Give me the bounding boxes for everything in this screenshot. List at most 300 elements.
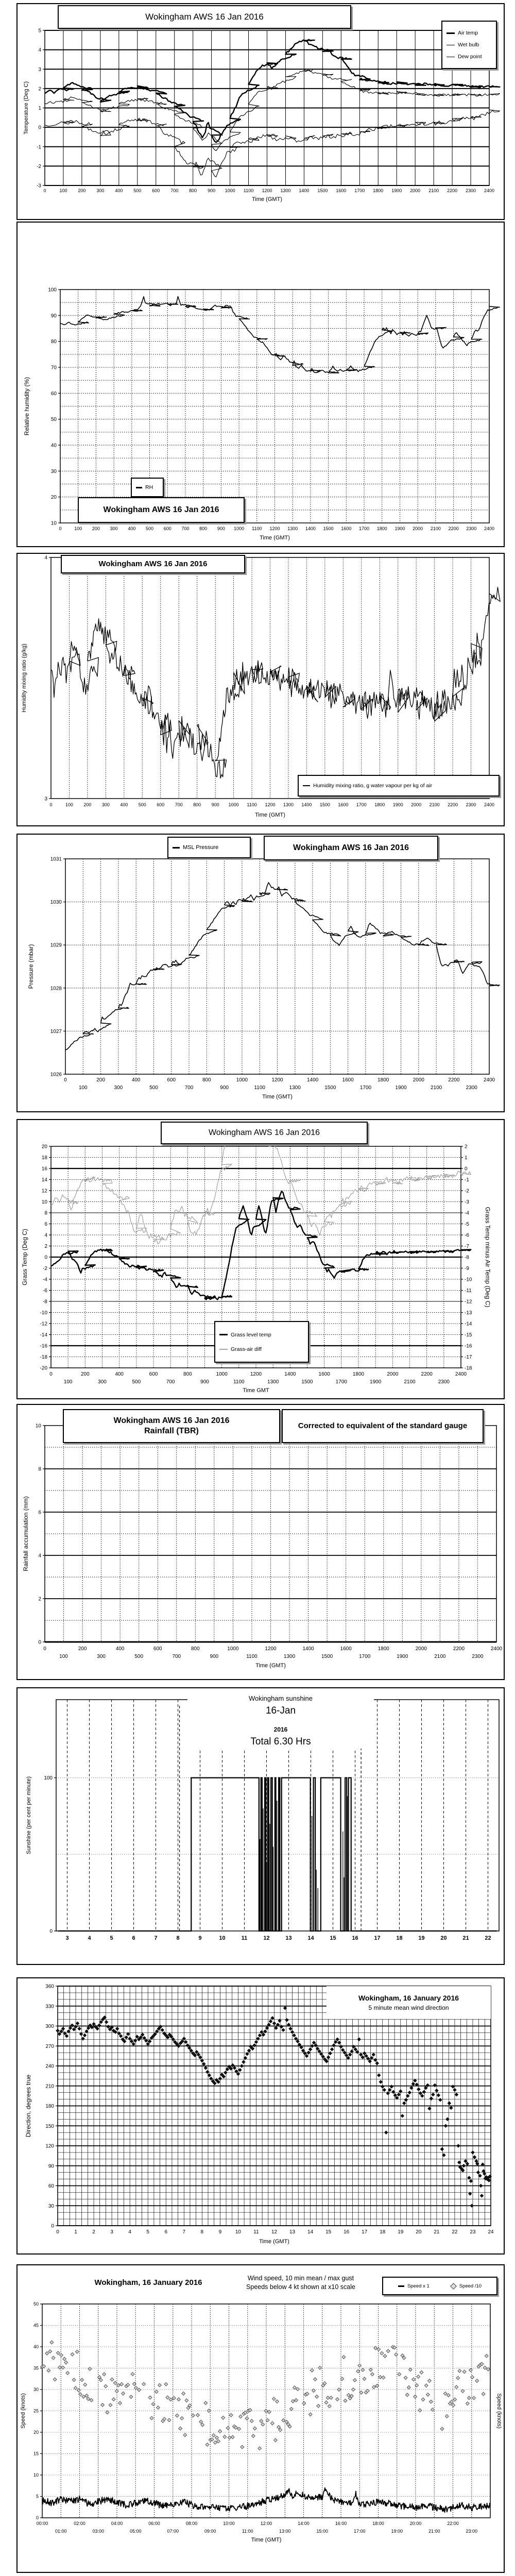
svg-text:20:00: 20:00: [409, 2521, 422, 2526]
legend-item-dew-point: Dew point: [447, 54, 492, 60]
svg-text:6: 6: [164, 2229, 168, 2235]
svg-text:150: 150: [45, 2123, 54, 2129]
svg-text:300: 300: [97, 1654, 106, 1659]
wind-speed-chart-panel: [16, 2264, 505, 2573]
svg-text:0: 0: [64, 1077, 67, 1083]
svg-text:1900: 1900: [391, 188, 402, 193]
svg-text:700: 700: [170, 188, 179, 193]
svg-text:2: 2: [465, 1144, 468, 1150]
legend-item-mixing-ratio: Humidity mixing ratio, g water vapour per kg of air: [303, 783, 494, 789]
wind-speed-note2: Speeds below 4 kt shown at x10 scale: [246, 2283, 355, 2291]
svg-text:200: 200: [92, 526, 100, 531]
svg-text:9: 9: [218, 2229, 222, 2235]
svg-text:1600: 1600: [340, 1646, 352, 1652]
svg-text:06:00: 06:00: [148, 2521, 160, 2526]
svg-text:2300: 2300: [472, 1654, 484, 1659]
svg-text:1500: 1500: [321, 1654, 333, 1659]
svg-text:900: 900: [217, 526, 225, 531]
svg-text:2000: 2000: [413, 526, 423, 531]
svg-text:24: 24: [488, 2229, 494, 2235]
svg-text:-2: -2: [43, 1266, 47, 1272]
svg-text:02:00: 02:00: [74, 2521, 85, 2526]
svg-text:300: 300: [110, 526, 118, 531]
svg-text:900: 900: [208, 188, 216, 193]
svg-text:4: 4: [38, 1553, 41, 1559]
svg-text:1100: 1100: [243, 188, 254, 193]
svg-text:Time (GMT): Time (GMT): [259, 2239, 289, 2245]
svg-text:1: 1: [465, 1155, 468, 1161]
svg-text:500: 500: [146, 526, 154, 531]
svg-text:-15: -15: [465, 1332, 472, 1338]
svg-text:14: 14: [307, 1935, 314, 1941]
wind-speed-title: Wokingham, 16 January 2016: [94, 2278, 202, 2287]
svg-text:-12: -12: [40, 1321, 47, 1327]
air-temp-line-swatch: [447, 32, 455, 34]
pressure-legend: [167, 837, 251, 858]
svg-text:0: 0: [38, 1639, 41, 1646]
svg-text:3: 3: [38, 66, 41, 73]
chart-title: Wokingham AWS 16 Jan 2016: [293, 843, 409, 852]
svg-text:22: 22: [485, 1935, 491, 1941]
svg-text:04:00: 04:00: [111, 2521, 123, 2526]
svg-text:30: 30: [33, 2387, 39, 2393]
svg-text:11: 11: [241, 1935, 248, 1941]
svg-text:2400: 2400: [484, 526, 495, 531]
svg-text:100: 100: [48, 287, 57, 293]
svg-text:0: 0: [49, 802, 53, 807]
svg-text:1600: 1600: [338, 802, 349, 807]
svg-text:0: 0: [465, 1166, 468, 1172]
svg-text:2200: 2200: [453, 1646, 465, 1652]
svg-text:2300: 2300: [466, 802, 476, 807]
svg-text:200: 200: [96, 1077, 105, 1083]
chart-title: Wokingham AWS 16 Jan 2016: [103, 505, 219, 514]
svg-text:15:00: 15:00: [316, 2529, 329, 2534]
svg-text:18: 18: [396, 1935, 403, 1941]
svg-text:-2: -2: [465, 1188, 469, 1194]
svg-text:2200: 2200: [421, 1371, 433, 1377]
svg-text:2000: 2000: [415, 1646, 427, 1652]
chart-title-line2: Rainfall (TBR): [144, 1427, 199, 1435]
svg-text:6: 6: [38, 1510, 41, 1516]
wind-speed-plot: [18, 2265, 504, 2572]
svg-text:Rainfall accumulation (mm): Rainfall accumulation (mm): [22, 1496, 29, 1571]
svg-text:400: 400: [115, 1646, 125, 1652]
svg-text:20: 20: [440, 1935, 447, 1941]
mixing-ratio-line-swatch: [303, 785, 310, 787]
svg-text:800: 800: [191, 1646, 200, 1652]
svg-text:15: 15: [325, 2229, 332, 2235]
svg-text:5: 5: [38, 28, 41, 34]
svg-text:8: 8: [44, 1210, 47, 1216]
svg-text:1700: 1700: [354, 188, 365, 193]
svg-text:4: 4: [44, 555, 47, 561]
svg-text:100: 100: [59, 188, 67, 193]
legend-item-speed-x1: Speed x 1: [398, 2283, 430, 2289]
svg-text:900: 900: [210, 1654, 219, 1659]
svg-text:500: 500: [133, 188, 142, 193]
svg-text:-5: -5: [465, 1222, 469, 1227]
mixing-ratio-legend: [298, 775, 500, 796]
svg-text:1000: 1000: [225, 188, 235, 193]
svg-text:Direction, degrees true: Direction, degrees true: [25, 2074, 32, 2138]
relative-humidity-chart-panel: [16, 222, 505, 547]
temperature-legend: [441, 21, 497, 69]
svg-text:1100: 1100: [254, 1085, 265, 1091]
svg-text:13:00: 13:00: [279, 2529, 291, 2534]
wind-direction-title-block: [327, 1986, 491, 2019]
svg-text:Relative humidity (%): Relative humidity (%): [23, 377, 30, 436]
svg-text:1900: 1900: [394, 526, 405, 531]
rh-chart-title-box: [78, 497, 245, 523]
svg-text:900: 900: [220, 1085, 229, 1091]
svg-text:1200: 1200: [271, 1077, 283, 1083]
svg-text:1700: 1700: [359, 526, 370, 531]
svg-text:07:00: 07:00: [167, 2529, 179, 2534]
svg-text:-3: -3: [37, 183, 41, 189]
svg-text:100: 100: [78, 1085, 88, 1091]
svg-text:500: 500: [138, 802, 146, 807]
pressure-chart-panel: [16, 834, 505, 1112]
svg-text:45: 45: [33, 2323, 39, 2328]
svg-text:18: 18: [41, 1155, 47, 1161]
svg-text:60: 60: [50, 391, 57, 397]
mixing-ratio-chart-panel: [16, 553, 505, 826]
svg-text:35: 35: [33, 2365, 39, 2371]
svg-text:900: 900: [200, 1379, 209, 1385]
svg-text:Time (GMT): Time (GMT): [260, 535, 290, 541]
svg-text:20: 20: [41, 1144, 47, 1150]
svg-text:2: 2: [38, 1596, 41, 1602]
svg-text:0: 0: [56, 2229, 59, 2235]
temperature-chart-title-box: [58, 5, 351, 29]
msl-pressure-line-swatch: [173, 847, 180, 849]
svg-text:200: 200: [78, 188, 86, 193]
svg-text:09:00: 09:00: [204, 2529, 216, 2534]
pressure-chart-title-box: [264, 836, 438, 860]
svg-text:Grass Temp (Deg C): Grass Temp (Deg C): [21, 1229, 28, 1285]
svg-text:1400: 1400: [301, 802, 312, 807]
svg-text:2: 2: [38, 86, 41, 92]
svg-text:21:00: 21:00: [428, 2529, 440, 2534]
wind-speed-title-block: [71, 2278, 226, 2287]
svg-text:10:00: 10:00: [223, 2521, 235, 2526]
mixing-ratio-chart-title-box: [61, 555, 245, 573]
svg-text:120: 120: [45, 2143, 54, 2149]
svg-text:12: 12: [41, 1188, 47, 1194]
svg-text:-12: -12: [465, 1299, 472, 1305]
legend-item-grass-air-diff: Grass-air diff: [219, 1346, 304, 1352]
svg-text:12: 12: [263, 1935, 270, 1941]
svg-text:50: 50: [33, 2301, 39, 2307]
svg-text:1400: 1400: [299, 188, 310, 193]
rh-line-swatch: [136, 487, 142, 488]
svg-text:0: 0: [43, 1646, 46, 1652]
svg-text:1000: 1000: [236, 1077, 248, 1083]
svg-text:-18: -18: [40, 1354, 47, 1360]
svg-text:Time GMT: Time GMT: [243, 1387, 269, 1394]
legend-item-rh: RH: [136, 484, 159, 490]
wind-speed-note-block: [234, 2275, 368, 2291]
svg-text:6: 6: [44, 1222, 47, 1227]
svg-text:1200: 1200: [262, 188, 272, 193]
svg-text:21: 21: [462, 1935, 469, 1941]
svg-text:-16: -16: [40, 1343, 47, 1349]
chart-title: Wokingham AWS 16 Jan 2016: [145, 12, 264, 22]
speed-div10-diamond-swatch: [450, 2283, 457, 2290]
svg-text:1300: 1300: [283, 802, 294, 807]
svg-text:8: 8: [38, 1466, 41, 1472]
wind-direction-title: Wokingham, 16 January 2016: [358, 1994, 459, 2002]
svg-text:30: 30: [50, 468, 57, 474]
svg-text:1800: 1800: [352, 1371, 365, 1377]
svg-text:400: 400: [115, 188, 123, 193]
svg-text:Time (GMT): Time (GMT): [262, 1094, 293, 1100]
svg-text:210: 210: [45, 2083, 54, 2090]
svg-text:1400: 1400: [306, 1077, 319, 1083]
grass-temp-legend: [214, 1321, 309, 1363]
svg-text:3: 3: [110, 2229, 113, 2235]
wind-direction-subtitle: 5 minute mean wind direction: [368, 2004, 449, 2011]
svg-text:12:00: 12:00: [260, 2521, 272, 2526]
svg-text:01:00: 01:00: [55, 2529, 67, 2534]
svg-text:2300: 2300: [466, 188, 476, 193]
svg-text:17: 17: [362, 2229, 368, 2235]
svg-text:17: 17: [374, 1935, 381, 1941]
svg-text:7: 7: [154, 1935, 158, 1941]
svg-text:-10: -10: [465, 1277, 472, 1283]
chart-title: Wokingham AWS 16 Jan 2016: [208, 1128, 320, 1137]
svg-text:-18: -18: [465, 1365, 472, 1371]
svg-text:08:00: 08:00: [185, 2521, 198, 2526]
svg-text:Time (GMT): Time (GMT): [255, 1663, 286, 1669]
svg-text:1500: 1500: [301, 1379, 313, 1385]
svg-text:300: 300: [101, 802, 110, 807]
svg-text:0: 0: [44, 1255, 47, 1261]
svg-text:2400: 2400: [484, 802, 495, 807]
svg-text:60: 60: [48, 2183, 54, 2189]
svg-text:1300: 1300: [287, 526, 298, 531]
svg-text:1700: 1700: [359, 1654, 371, 1659]
svg-text:300: 300: [114, 1085, 123, 1091]
svg-text:22: 22: [452, 2229, 458, 2235]
svg-text:17:00: 17:00: [353, 2529, 366, 2534]
svg-text:0: 0: [49, 1928, 53, 1935]
legend-item-msl-pressure: MSL Pressure: [173, 844, 246, 851]
svg-text:Speed (knots): Speed (knots): [496, 2393, 502, 2429]
svg-text:100: 100: [74, 526, 82, 531]
svg-text:1900: 1900: [395, 1085, 407, 1091]
svg-text:-10: -10: [40, 1310, 47, 1316]
svg-text:1600: 1600: [341, 526, 352, 531]
legend-item-wet-bulb: Wet bulb: [447, 42, 492, 48]
svg-text:10: 10: [235, 2229, 241, 2235]
svg-text:0: 0: [43, 188, 46, 193]
legend-item-speed-div10: Speed /10: [451, 2283, 482, 2289]
legend-item-grass-level-temp: Grass level temp: [219, 1332, 304, 1338]
svg-text:1: 1: [74, 2229, 77, 2235]
svg-text:1029: 1029: [50, 942, 62, 948]
svg-text:500: 500: [134, 1654, 144, 1659]
svg-text:1: 1: [38, 106, 41, 111]
svg-text:2100: 2100: [429, 802, 440, 807]
rh-legend: [131, 478, 164, 497]
grass-temp-line-swatch: [219, 1334, 228, 1335]
svg-text:-8: -8: [465, 1255, 469, 1261]
svg-text:2100: 2100: [428, 188, 439, 193]
grass-air-diff-line-swatch: [219, 1349, 228, 1350]
svg-text:4: 4: [38, 47, 41, 54]
svg-text:40: 40: [33, 2344, 39, 2350]
svg-text:3: 3: [44, 796, 47, 802]
svg-text:-17: -17: [465, 1354, 472, 1360]
svg-text:1500: 1500: [324, 1085, 336, 1091]
svg-text:2: 2: [44, 1244, 47, 1249]
svg-text:800: 800: [183, 1371, 192, 1377]
sunshine-date: 16-Jan: [265, 1705, 296, 1716]
svg-text:80: 80: [50, 339, 57, 345]
svg-text:5: 5: [36, 2494, 39, 2499]
svg-text:-2: -2: [37, 163, 41, 170]
svg-text:2400: 2400: [455, 1371, 467, 1377]
svg-text:1000: 1000: [216, 1371, 228, 1377]
svg-text:600: 600: [149, 1371, 158, 1377]
sunshine-year: 2016: [273, 1726, 288, 1733]
svg-text:100: 100: [63, 1379, 73, 1385]
svg-text:90: 90: [50, 313, 57, 319]
svg-text:2: 2: [92, 2229, 95, 2235]
svg-text:0: 0: [51, 2223, 54, 2229]
svg-text:40: 40: [50, 443, 57, 449]
svg-text:1100: 1100: [233, 1379, 245, 1385]
svg-text:-20: -20: [40, 1365, 47, 1371]
svg-text:20: 20: [33, 2430, 39, 2435]
svg-text:2100: 2100: [404, 1379, 416, 1385]
svg-text:1200: 1200: [269, 526, 280, 531]
svg-text:2400: 2400: [490, 1646, 503, 1652]
svg-text:2300: 2300: [438, 1379, 450, 1385]
svg-text:1200: 1200: [265, 1646, 277, 1652]
svg-text:19:00: 19:00: [391, 2529, 403, 2534]
svg-text:600: 600: [163, 526, 171, 531]
svg-text:05:00: 05:00: [129, 2529, 142, 2534]
svg-text:1300: 1300: [267, 1379, 279, 1385]
svg-text:1800: 1800: [377, 1646, 389, 1652]
svg-text:1100: 1100: [246, 1654, 258, 1659]
svg-text:2000: 2000: [413, 1077, 424, 1083]
svg-text:2100: 2100: [430, 526, 441, 531]
svg-text:9: 9: [198, 1935, 202, 1941]
svg-text:700: 700: [184, 1085, 194, 1091]
svg-text:2400: 2400: [483, 1077, 495, 1083]
svg-text:Speed (knots): Speed (knots): [20, 2393, 26, 2429]
svg-text:700: 700: [166, 1379, 175, 1385]
svg-text:1600: 1600: [342, 1077, 354, 1083]
svg-text:Time (GMT): Time (GMT): [252, 196, 282, 202]
svg-text:1028: 1028: [50, 986, 62, 992]
svg-text:8: 8: [176, 1935, 180, 1941]
svg-text:240: 240: [45, 2063, 54, 2070]
temperature-plot: [18, 4, 504, 219]
rainfall-chart-panel: [16, 1404, 505, 1680]
svg-text:0: 0: [38, 125, 41, 131]
svg-text:800: 800: [199, 526, 208, 531]
svg-text:30: 30: [48, 2203, 54, 2209]
svg-text:-8: -8: [43, 1299, 47, 1305]
svg-text:5: 5: [146, 2229, 149, 2235]
svg-text:100: 100: [44, 1775, 53, 1782]
svg-text:Grass Temp minus Air Temp (Deg: Grass Temp minus Air Temp (Deg C): [484, 1207, 491, 1308]
svg-text:300: 300: [98, 1379, 107, 1385]
svg-text:16:00: 16:00: [335, 2521, 347, 2526]
svg-text:2100: 2100: [434, 1654, 446, 1659]
svg-text:800: 800: [193, 802, 201, 807]
svg-text:11: 11: [253, 2229, 259, 2235]
svg-text:Time (GMT): Time (GMT): [251, 2537, 282, 2543]
svg-text:2200: 2200: [447, 188, 458, 193]
svg-text:16: 16: [352, 1935, 358, 1941]
svg-text:12: 12: [271, 2229, 278, 2235]
svg-text:2300: 2300: [466, 1085, 477, 1091]
svg-text:Sunshine (per cent per minute): Sunshine (per cent per minute): [26, 1776, 32, 1855]
wind-speed-legend: [382, 2277, 497, 2295]
svg-text:70: 70: [50, 365, 57, 371]
wind-direction-chart-panel: [16, 1977, 505, 2255]
svg-text:600: 600: [157, 802, 165, 807]
svg-text:15: 15: [33, 2451, 39, 2456]
svg-text:-4: -4: [43, 1277, 47, 1283]
svg-text:-16: -16: [465, 1343, 472, 1349]
svg-text:2000: 2000: [387, 1371, 399, 1377]
legend-item-air-temp: Air temp: [447, 30, 492, 36]
svg-text:1900: 1900: [397, 1654, 408, 1659]
svg-text:700: 700: [172, 1654, 181, 1659]
sunshine-total: Total 6.30 Hrs: [250, 1736, 311, 1747]
svg-text:16: 16: [344, 2229, 350, 2235]
svg-text:1900: 1900: [392, 802, 403, 807]
svg-text:14: 14: [41, 1177, 47, 1183]
svg-text:200: 200: [78, 1646, 87, 1652]
chart-title: Wokingham AWS 16 Jan 2016: [98, 559, 208, 568]
svg-text:1700: 1700: [356, 802, 367, 807]
svg-text:4: 4: [44, 1232, 47, 1239]
sunshine-title: Wokingham sunshine: [248, 1694, 313, 1702]
svg-text:800: 800: [202, 1077, 211, 1083]
svg-text:-13: -13: [465, 1310, 472, 1316]
svg-text:1500: 1500: [323, 526, 334, 531]
svg-text:700: 700: [181, 526, 190, 531]
svg-text:50: 50: [50, 417, 57, 423]
svg-text:400: 400: [128, 526, 136, 531]
temperature-chart-panel: [16, 3, 505, 220]
svg-text:22:00: 22:00: [447, 2521, 459, 2526]
svg-text:270: 270: [45, 2043, 54, 2049]
svg-text:1800: 1800: [374, 802, 385, 807]
svg-text:-3: -3: [465, 1199, 469, 1205]
svg-text:10: 10: [219, 1935, 226, 1941]
svg-text:100: 100: [59, 1654, 68, 1659]
svg-text:2400: 2400: [484, 188, 495, 193]
sunshine-chart-panel: [16, 1687, 505, 1965]
svg-text:03:00: 03:00: [92, 2529, 105, 2534]
svg-text:23: 23: [470, 2229, 476, 2235]
svg-text:2000: 2000: [410, 188, 421, 193]
svg-text:300: 300: [96, 188, 105, 193]
svg-text:1200: 1200: [265, 802, 276, 807]
svg-text:400: 400: [120, 802, 128, 807]
svg-text:Pressure (mbar): Pressure (mbar): [27, 944, 35, 989]
svg-text:1400: 1400: [302, 1646, 314, 1652]
